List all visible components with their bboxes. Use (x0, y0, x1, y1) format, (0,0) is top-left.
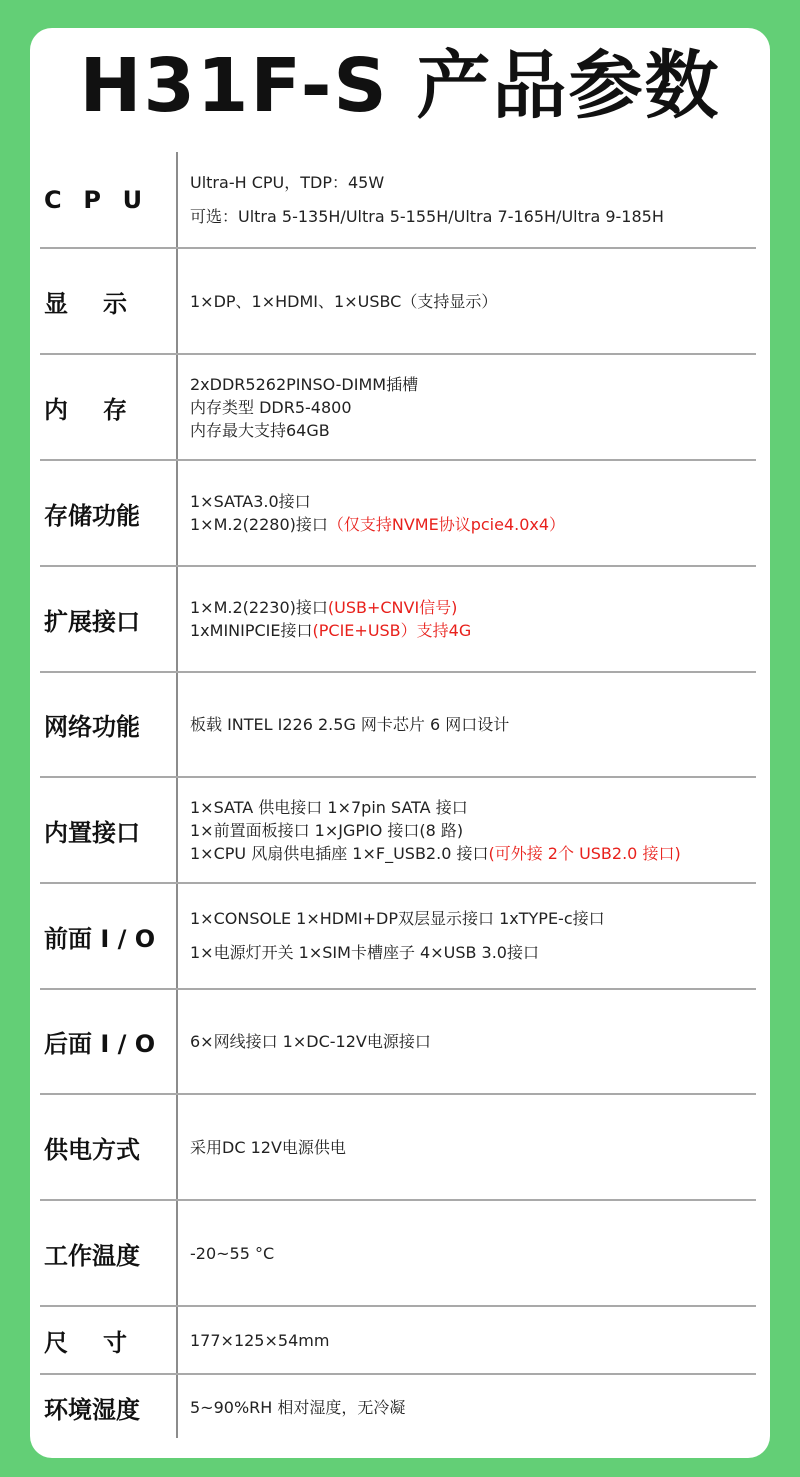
value-text: 1×CONSOLE 1×HDMI+DP双层显示接口 1xTYPE-c接口 (190, 909, 605, 928)
highlight-text: (可外接 2个 USB2.0 接口) (488, 843, 681, 863)
spec-label-text: 网络功能 (44, 713, 140, 741)
spec-value (190, 1094, 750, 1200)
spec-value-line (190, 396, 750, 419)
spec-value (190, 152, 750, 248)
value-text: 1×SATA3.0接口 (190, 492, 311, 511)
spec-label-text: 环境湿度 (44, 1395, 140, 1424)
value-text: 6×网线接口 1×DC-12V电源接口 (190, 1032, 431, 1051)
value-text: 2xDDR5262PINSO-DIMM插槽 (190, 374, 419, 394)
spec-value (190, 248, 750, 354)
spec-label (44, 883, 162, 989)
spec-label (44, 460, 162, 566)
value-text: -20~55 °C (190, 1243, 275, 1263)
value-text: 可选：Ultra 5-135H/Ultra 5-155H/Ultra 7-165H/Ultra 9-185H (190, 207, 664, 226)
value-text: 内存最大支持64GB (190, 420, 330, 440)
value-text: 1×CPU 风扇供电插座 1×F_USB2.0 接口 (190, 843, 489, 863)
spec-value (190, 989, 750, 1094)
spec-value (190, 777, 750, 883)
spec-value-line (190, 490, 750, 513)
value-text: 177×125×54mm (190, 1330, 330, 1350)
spec-value (190, 566, 750, 672)
spec-value-line (190, 796, 750, 819)
spec-label-text: 存储功能 (44, 501, 140, 530)
spec-label-text: 内置接口 (44, 818, 140, 847)
value-text: 1×电源灯开关 1×SIM卡槽座子 4×USB 3.0接口 (190, 943, 539, 962)
spec-value (190, 672, 750, 777)
spec-value-line (190, 1242, 750, 1265)
spec-label (44, 777, 162, 883)
value-text: Ultra-H CPU，TDP：45W (190, 173, 385, 192)
spec-value-line (190, 1030, 750, 1053)
spec-label-text: C P U (44, 186, 143, 214)
spec-value (190, 1306, 750, 1374)
spec-value-line (190, 842, 750, 865)
spec-label-text: 内 存 (44, 395, 127, 424)
spec-value-line (190, 1329, 750, 1352)
spec-label-text: 前面 I / O (44, 924, 156, 953)
highlight-text: （仅支持NVME协议pcie4.0x4） (327, 515, 566, 534)
spec-value-line (190, 713, 750, 736)
spec-label (44, 354, 162, 460)
value-text: 1×DP、1×HDMI、1×USBC（支持显示） (190, 291, 498, 311)
spec-label (44, 1200, 162, 1306)
highlight-text: (PCIE+USB）支持4G (312, 621, 472, 640)
value-text: 板载 INTEL I226 2.5G 网卡芯片 6 网口设计 (190, 715, 510, 734)
value-text: 采用DC 12V电源供电 (190, 1137, 346, 1157)
spec-value-line (190, 1396, 750, 1419)
spec-label-text: 后面 I / O (44, 1030, 156, 1058)
value-text: 1×前置面板接口 1×JGPIO 接口(8 路) (190, 820, 464, 840)
spec-label (44, 989, 162, 1094)
spec-label-text: 显 示 (44, 289, 127, 318)
value-text: 1×SATA 供电接口 1×7pin SATA 接口 (190, 797, 468, 817)
spec-value-line (190, 619, 750, 642)
value-text: 内存类型 DDR5-4800 (190, 397, 352, 417)
spec-value-line (190, 290, 750, 313)
value-text: 1×M.2(2230)接口 (190, 598, 328, 617)
spec-label (44, 566, 162, 672)
spec-label (44, 1374, 162, 1440)
spec-label (44, 152, 162, 248)
spec-value-line (190, 936, 750, 970)
spec-value-line (190, 819, 750, 842)
value-text: 1xMINIPCIE接口 (190, 621, 313, 640)
page-title: H31F-S 产品参数 (79, 43, 721, 129)
spec-value (190, 883, 750, 989)
value-text: 5~90%RH 相对湿度，无冷凝 (190, 1397, 406, 1417)
spec-value (190, 354, 750, 460)
spec-value (190, 1374, 750, 1440)
spec-label-text: 供电方式 (44, 1135, 140, 1164)
spec-label (44, 1094, 162, 1200)
highlight-text: (USB+CNVI信号) (327, 598, 458, 617)
spec-value (190, 460, 750, 566)
spec-label (44, 1306, 162, 1374)
spec-label (44, 672, 162, 777)
spec-value-line (190, 1136, 750, 1159)
spec-value-line (190, 419, 750, 442)
spec-value-line (190, 200, 750, 234)
spec-value-line (190, 513, 750, 536)
spec-label-text: 工作温度 (44, 1241, 140, 1270)
spec-value (190, 1200, 750, 1306)
spec-value-line (190, 166, 750, 200)
column-divider (176, 152, 178, 1438)
spec-label (44, 248, 162, 354)
spec-value-line (190, 373, 750, 396)
spec-value-line (190, 902, 750, 936)
spec-label-text: 扩展接口 (44, 607, 140, 636)
spec-value-line (190, 596, 750, 619)
spec-label-text: 尺 寸 (44, 1328, 127, 1357)
value-text: 1×M.2(2280)接口 (190, 515, 328, 534)
